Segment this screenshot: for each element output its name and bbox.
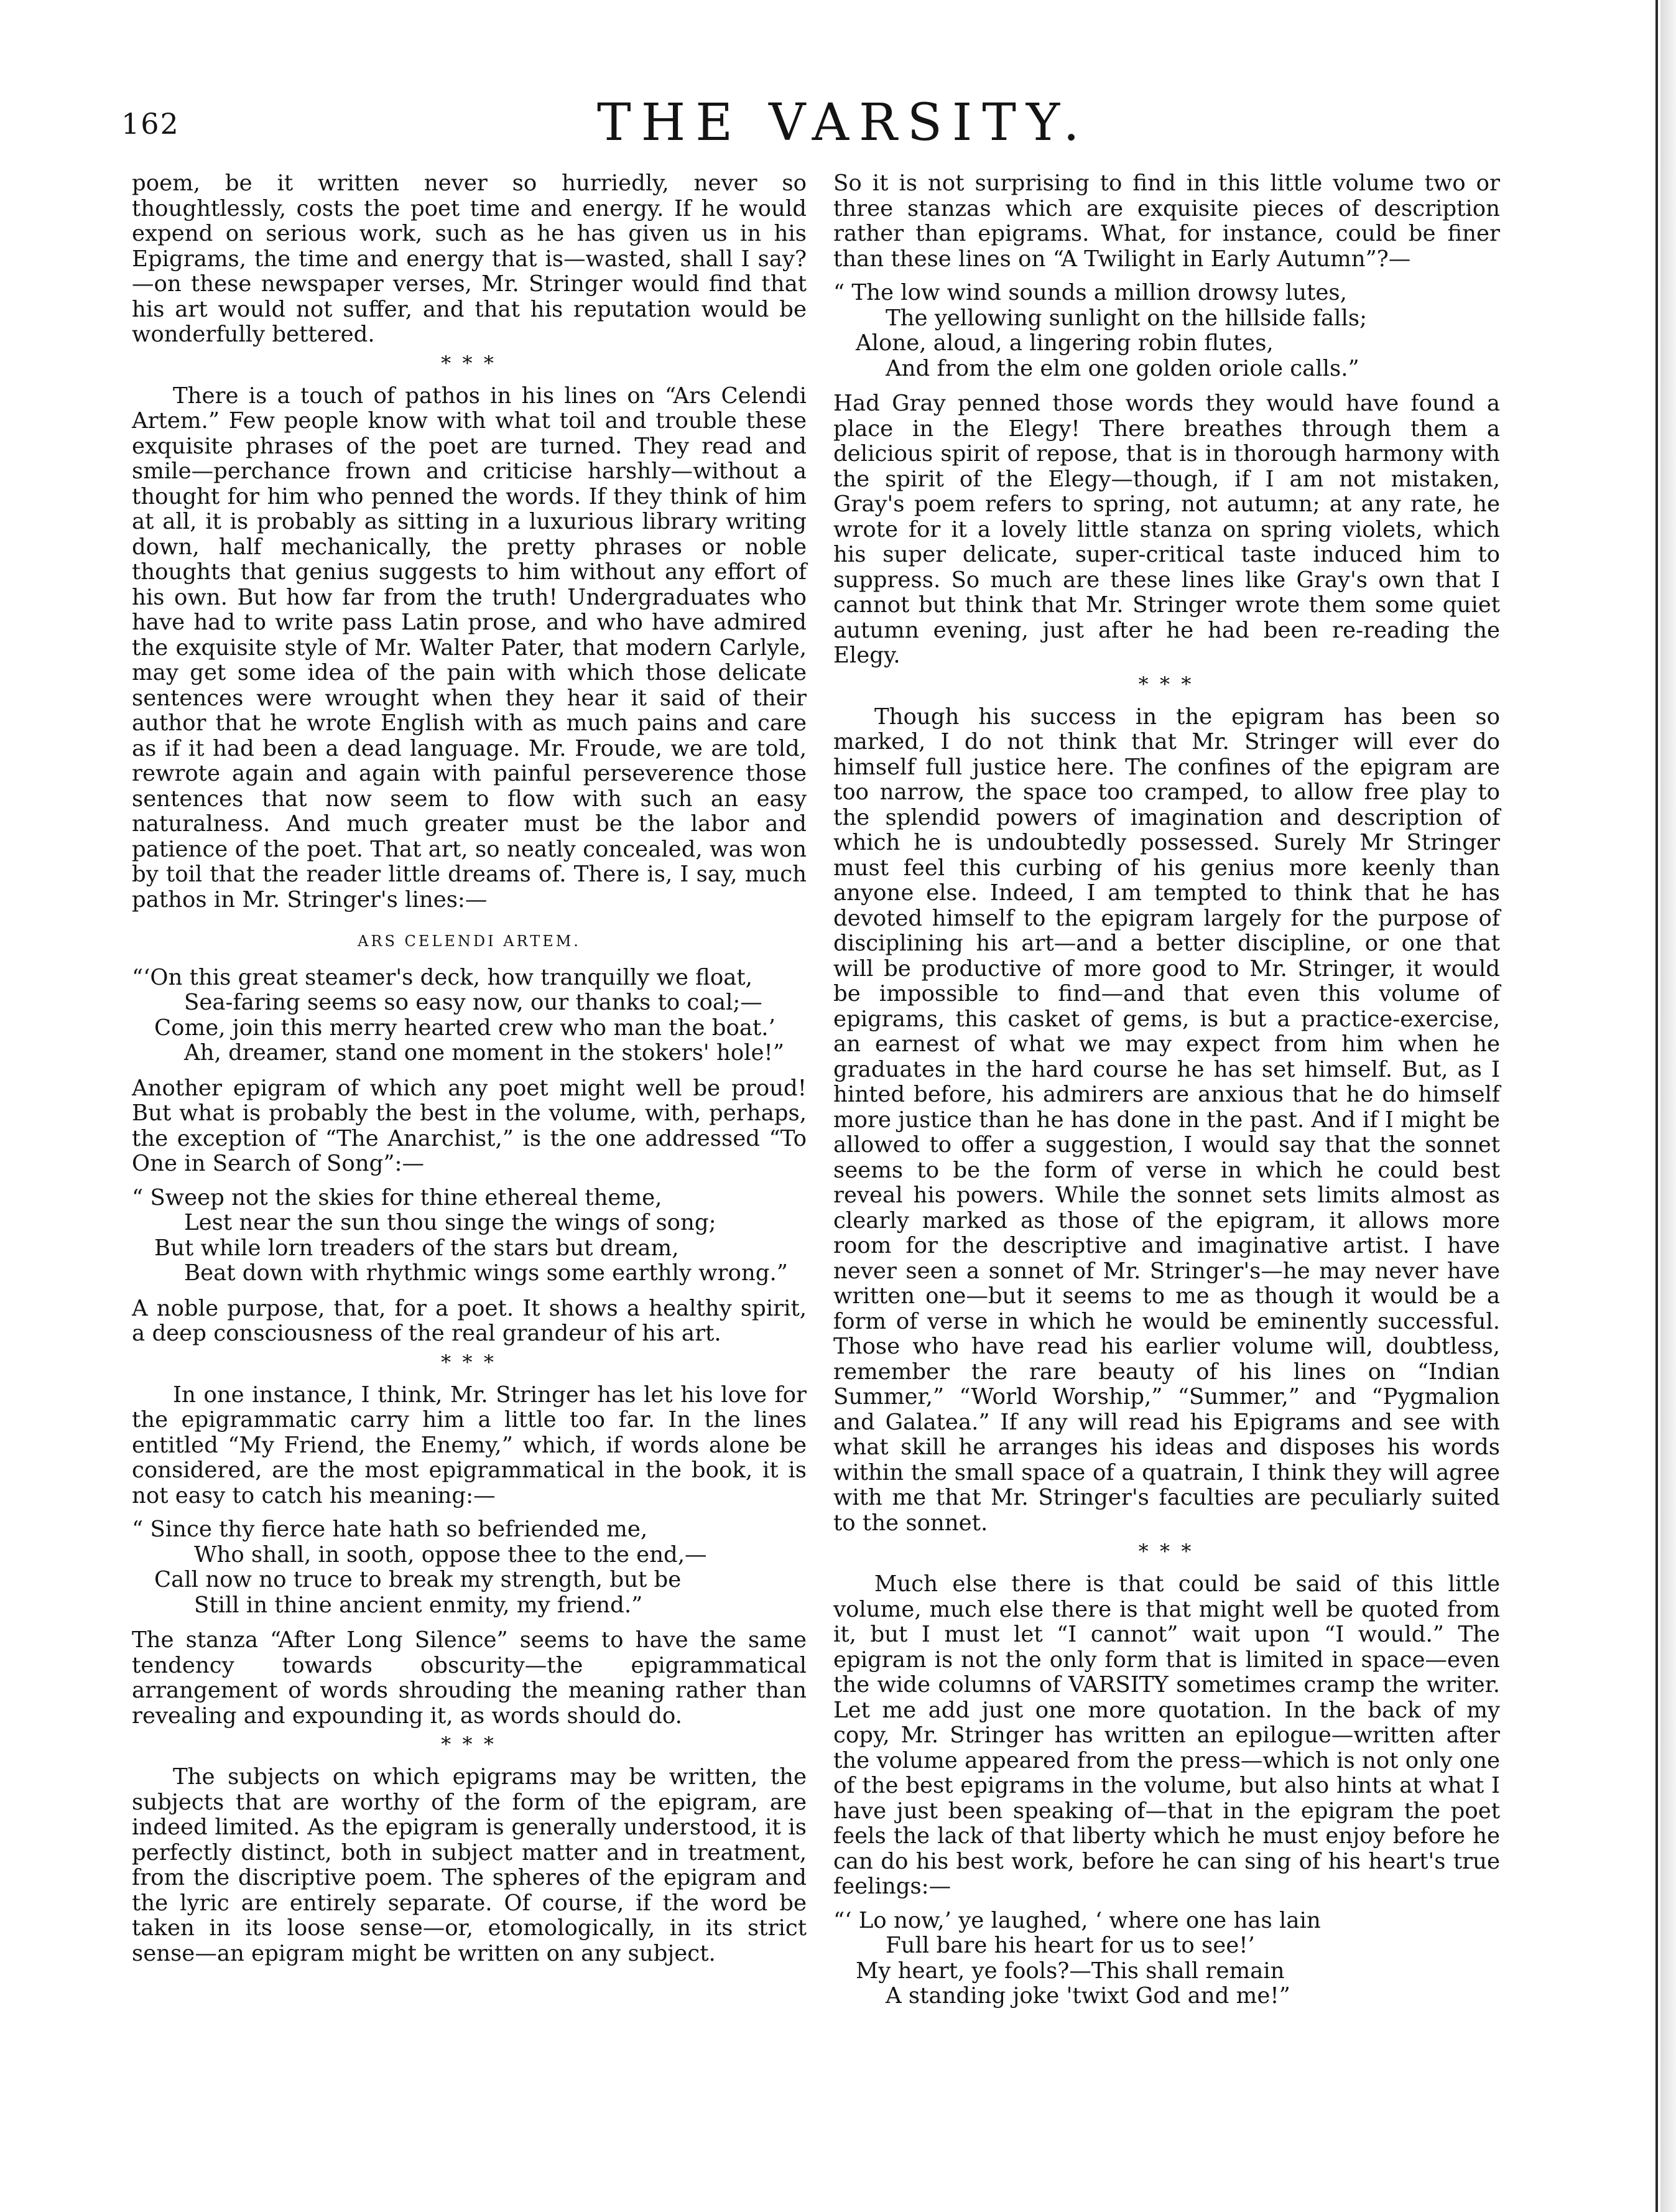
paragraph: Another epigram of which any poet might well be proud! But what is probably the best in the volume, with, perhaps, the exception of “The Anarchist,” is the one addressed “To One in Search of Song”:—	[132, 1075, 807, 1176]
poem-line: Sea-faring seems so easy now, our thanks to coal;—	[184, 990, 762, 1015]
right-column	[833, 171, 1500, 2019]
left-column	[132, 171, 807, 1966]
poem-line: Full bare his heart for us to see!’	[886, 1933, 1255, 1958]
paragraph: In one instance, I think, Mr. Stringer has let his love for the epigrammatic carry him a little too far. In the lines entitled “My Friend, the Enemy,” which, if words alone be considered, are the most epigrammatical in the book, it is not easy to catch his meaning:—	[132, 1382, 807, 1508]
poem-line: Beat down with rhythmic wings some earthly wrong.”	[184, 1260, 788, 1286]
page-edge-shadow	[1660, 0, 1676, 2212]
poem-line: Who shall, in sooth, oppose thee to the end,—	[194, 1541, 707, 1568]
poem-line: And from the elm one golden oriole calls.”	[886, 355, 1359, 381]
poem-line: “ The low wind sounds a million drowsy lutes,	[833, 280, 1347, 305]
poem-line: Alone, aloud, a lingering robin flutes,	[856, 330, 1274, 356]
poem-line: Ah, dreamer, stand one moment in the stokers' hole!”	[184, 1040, 784, 1066]
section-separator: * * *	[1138, 672, 1195, 696]
poem-line: A standing joke 'twixt God and me!”	[886, 1983, 1290, 2009]
section-separator: * * *	[441, 351, 498, 375]
poem-to-one-in-search-of-song	[132, 1186, 807, 1286]
poem-epilogue	[833, 1908, 1500, 2009]
poem-title: ARS CELENDI ARTEM.	[358, 932, 581, 950]
poem-line: “‘On this great steamer's deck, how tranquilly we float,	[132, 964, 752, 990]
poem-line: Still in thine ancient enmity, my friend.”	[194, 1592, 643, 1618]
poem-ars-celendi-artem	[132, 965, 807, 1066]
paragraph: Though his success in the epigram has been so marked, I do not think that Mr. Stringer will ever do himself full justice here. The confines of the epigram are too narrow, the space too cramped, to allow free play to the splendid powers of imagination and description of which he is undoubtedly possessed. Surely Mr Stringer must feel this curbing of his genius more keenly than anyone else. Indeed, I am tempted to think that he has devoted himself to the epigram largely for the purpose of disciplining his art—and a better discipline, or one that will be productive of more good to Mr. Stringer, it would be impossible to find—and that even this volume of epigrams, this casket of gems, is but a practice-exercise, an earnest of what we may expect from him when he graduates in the hard course he has set himself. But, as I hinted before, his admirers are anxious that he do himself more justice than he has done in the past. And if I might be allowed to offer a suggestion, I would say that the sonnet seems to be the form of verse in which he could best reveal his powers. While the sonnet sets limits almost as clearly marked as those of the epigram, it allows more room for the descriptive and imaginative artist. I have never seen a sonnet of Mr. Stringer's—he may never have written one—but it seems to me as though it would be a form of verse in which he would be eminently successful. Those who have read his earlier volume will, doubtless, remember the rare beauty of his lines on “Indian Summer,” “World Worship,” “Summer,” and “Pygmalion and Galatea.” If any will read his Epigrams and see with what skill he arranges his ideas and disposes his words within the small space of a quatrain, I think they will agree with me that Mr. Stringer's faculties are peculiarly suited to the sonnet.	[833, 704, 1500, 1536]
section-separator: * * *	[1138, 1540, 1195, 1563]
paragraph: The stanza “After Long Silence” seems to have the same tendency towards obscurity—the epigrammatical arrangement of words shrouding the meaning rather than revealing and expounding it, as words should do.	[132, 1627, 807, 1729]
page-number: 162	[121, 107, 180, 141]
paragraph: The subjects on which epigrams may be written, the subjects that are worthy of the form of the epigram, are indeed limited. As the epigram is generally understood, it is perfectly distinct, both in subject matter and in treatment, from the discriptive poem. The spheres of the epigram and the lyric are entirely separate. Of course, if the word be taken in its loose sense—or, etomologically, in its strict sense—an epigram might be written on any subject.	[132, 1764, 807, 1966]
poem-my-friend-the-enemy	[132, 1517, 807, 1618]
poem-line: “‘ Lo now,’ ye laughed, ‘ where one has lain	[833, 1907, 1321, 1933]
poem-line: The yellowing sunlight on the hillside falls;	[886, 305, 1368, 331]
paragraph: Much else there is that could be said of this little volume, much else there is that might well be quoted from it, but I must let “I cannot” wait upon “I would.” The epigram is not the only form that is limited in space—even the wide columns of VARSITY sometimes cramp the writer. Let me add just one more quotation. In the back of my copy, Mr. Stringer has written an epilogue—written after the volume appeared from the press—which is not only one of the best epigrams in the volume, but also hints at what I have just been speaking of—that in the epigram the poet feels the lack of that liberty which he must enjoy before he can do his best work, before he can sing of his heart's true feelings:—	[833, 1571, 1500, 1899]
page-edge-line	[1655, 0, 1658, 2212]
poem-line: Lest near the sun thou singe the wings of song;	[184, 1210, 716, 1235]
paragraph: Had Gray penned those words they would have found a place in the Elegy! There breathes through them a delicious spirit of repose, that is in thorough harmony with the spirit of the Elegy—though, if I am not mistaken, Gray's poem refers to spring, not autumn; at any rate, he wrote for it a lovely little stanza on spring violets, which his super delicate, super-critical taste induced him to suppress. So much are these lines like Gray's own that I cannot but think that Mr. Stringer wrote them some quiet autumn evening, just after he had been re-reading the Elegy.	[833, 391, 1500, 668]
masthead-title: THE VARSITY.	[597, 93, 1090, 152]
poem-line: But while lorn treaders of the stars but dream,	[154, 1235, 679, 1261]
poem-line: “ Sweep not the skies for thine ethereal theme,	[132, 1184, 662, 1211]
poem-line: Come, join this merry hearted crew who man the boat.’	[154, 1015, 775, 1041]
paragraph: There is a touch of pathos in his lines on “Ars Celendi Artem.” Few people know with what toil and trouble these exquisite phrases of the poet are turned. They read and smile—perchance frown and criticise harshly—without a thought for him who penned the words. If they think of him at all, it is probably as sitting in a luxurious library writing down, half mechanically, the pretty phrases or noble thoughts that genius suggests to him without any effort of his own. But how far from the truth! Undergraduates who have had to write pass Latin prose, and who have admired the exquisite style of Mr. Walter Pater, that modern Carlyle, may get some idea of the pain with which those delicate sentences were wrought when they hear it said of their author that he wrote English with as much pains and care as if it had been a dead language. Mr. Froude, we are told, rewrote again and again with painful perseverence those sentences that now seem to flow with such an easy naturalness. And much greater must be the labor and patience of the poet. That art, so neatly concealed, was won by toil that the reader little dreams of. There is, I say, much pathos in Mr. Stringer's lines:—	[132, 383, 807, 913]
paragraph: A noble purpose, that, for a poet. It shows a healthy spirit, a deep consciousness of the real grandeur of his art.	[132, 1295, 807, 1346]
poem-line: Call now no truce to break my strength, but be	[154, 1567, 682, 1592]
poem-line: “ Since thy fierce hate hath so befriended me,	[132, 1517, 648, 1542]
poem-line: My heart, ye fools?—This shall remain	[856, 1958, 1285, 1984]
paragraph: So it is not surprising to find in this little volume two or three stanzas which are exquisite pieces of description rather than epigrams. What, for instance, could be finer than these lines on “A Twilight in Early Autumn”?—	[833, 170, 1500, 272]
paragraph: poem, be it written never so hurriedly, never so thoughtlessly, costs the poet time and energy. If he would expend on serious work, such as he has given us in his Epigrams, the time and energy that is—wasted, shall I say?—on these newspaper verses, Mr. Stringer would find that his art would not suffer, and that his reputation would be wonderfully bettered.	[132, 170, 807, 347]
section-separator: * * *	[441, 1350, 498, 1374]
section-separator: * * *	[441, 1732, 498, 1756]
poem-twilight-in-early-autumn	[833, 281, 1500, 381]
